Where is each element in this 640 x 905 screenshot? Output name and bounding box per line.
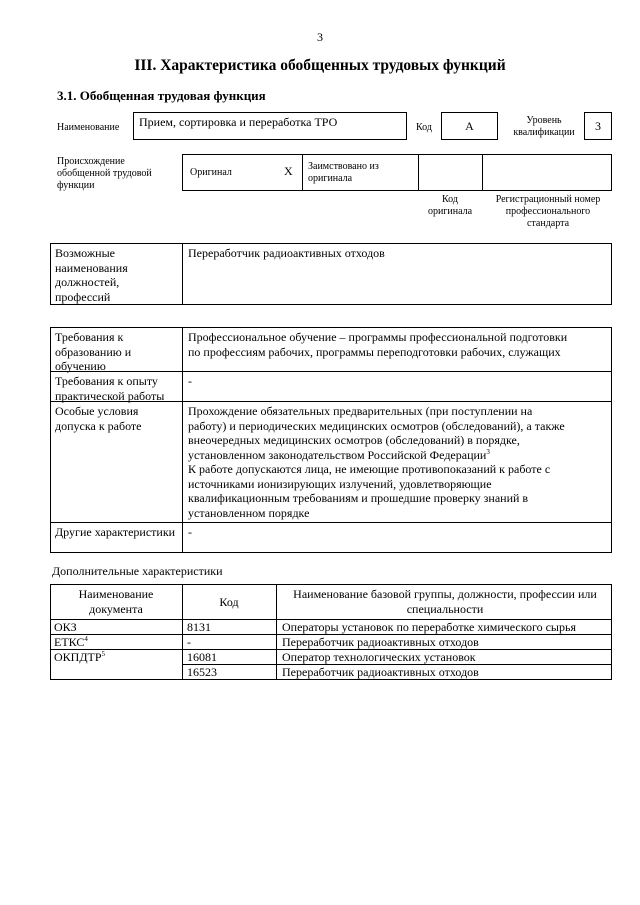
name-label: Наименование <box>57 122 120 133</box>
code-original-caption: Код оригинала <box>427 194 473 217</box>
original-label: Оригинал <box>190 167 232 178</box>
name-value: Прием, сортировка и переработка ТРО <box>133 112 407 140</box>
row-name-okz: Операторы установок по переработке химического сырья <box>282 620 576 634</box>
positions-value: Переработчик радиоактивных отходов <box>188 246 385 260</box>
row-code-okpdtr-1: 16081 <box>187 650 217 664</box>
code-value: А <box>441 112 498 140</box>
row-doc-okpdtr: ОКПДТР$^5$ <box>54 650 106 664</box>
req-education-label: Требования к образованию и обучению <box>55 330 132 373</box>
req-education-value: Профессиональное обучение – программы профессиональной подготовки по профессиям рабочих, программы переподготовки рабочих, служащих <box>188 330 568 359</box>
req-experience-label: Требования к опыту практической работы <box>55 374 165 403</box>
level-value: 3 <box>584 112 612 140</box>
level-label: Уровень квалификации <box>513 115 575 138</box>
req-other-label: Другие характеристики <box>55 525 176 539</box>
row-name-okpdtr-2: Переработчик радиоактивных отходов <box>282 665 479 679</box>
code-label: Код <box>416 122 432 133</box>
reg-number-caption: Регистрационный номер профессионального стандарта <box>495 194 601 229</box>
col-code-header: Код <box>219 595 239 609</box>
row-code-okpdtr-2: 16523 <box>187 665 217 679</box>
origin-label: Происхождение обобщенной трудовой функции <box>57 156 152 191</box>
footnote-3: 3 <box>486 447 490 456</box>
borrowed-label: Заимствовано из оригинала <box>308 161 379 184</box>
original-mark: X <box>284 164 293 178</box>
req-special-label: Особые условия допуска к работе <box>55 404 142 433</box>
req-other-value: - <box>188 525 192 539</box>
row-name-etks: Переработчик радиоактивных отходов <box>282 635 479 649</box>
row-doc-etks: ЕТКС$^4$ <box>54 635 88 649</box>
additional-heading: Дополнительные характеристики <box>52 564 223 578</box>
col-name-header: Наименование базовой группы, должности, профессии или специальности <box>293 587 597 616</box>
row-name-okpdtr-1: Оператор технологических установок <box>282 650 476 664</box>
row-code-okz: 8131 <box>187 620 211 634</box>
subsection-title: 3.1. Обобщенная трудовая функция <box>57 88 266 103</box>
row-code-etks: - <box>187 635 191 649</box>
req-special-value: Прохождение обязательных предварительных (при поступлении на работу) и периодических медицинских осмотров (обследований), а также внеочередных медицинских осмотров (обследований) в порядке, установленном законодательством Российской Федерации$^3$ К работе допускаются лица, не имеющие противопоказаний к работе с источниками ионизирующих излучений, удовлетворяющие квалификационным требованиям и прошедшие проверку знаний в установленном порядке <box>188 404 565 520</box>
req-experience-value: - <box>188 374 192 388</box>
section-title: III. Характеристика обобщенных трудовых функций <box>134 57 506 74</box>
positions-label: Возможные наименования должностей, профессий <box>55 246 128 304</box>
col-document-header: Наименование документа <box>78 587 154 616</box>
row-doc-okz: ОКЗ <box>54 620 77 634</box>
page-number: 3 <box>317 30 323 44</box>
